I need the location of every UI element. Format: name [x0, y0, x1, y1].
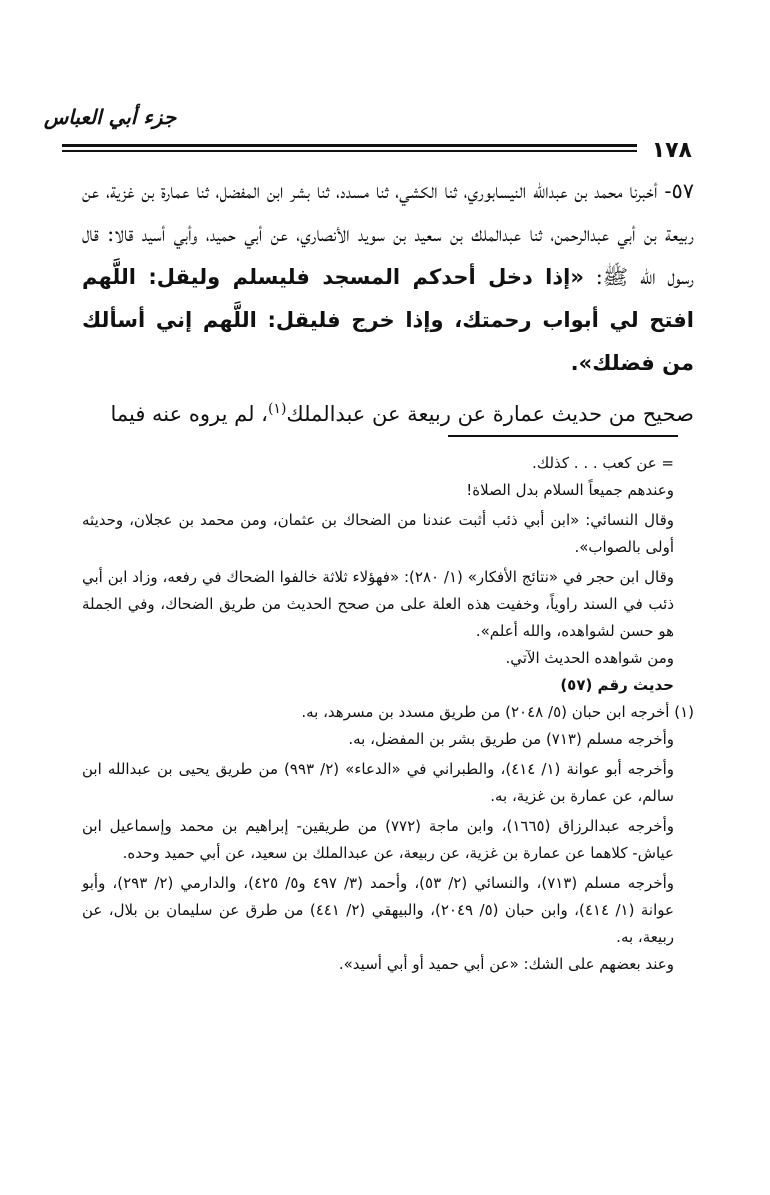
header-rule-thin — [62, 150, 637, 152]
running-title: جزء أبي العباس — [43, 105, 177, 129]
page-number: ١٧٨ — [651, 138, 692, 163]
footnote-heading: حديث رقم (٥٧) — [560, 676, 674, 694]
grading-paragraph — [82, 393, 694, 436]
footnote-line: وعند بعضهم على الشك: «عن أبي حميد أو أبي أسيد». — [338, 955, 674, 973]
footnote-continuation: = عن كعب . . . كذلك. — [532, 454, 674, 472]
footnote-marker[interactable]: (١) — [267, 401, 287, 417]
footnote-continuation: وقال النسائي: «ابن أبي ذئب أثبت عندنا من الضحاك بن عثمان، ومن محمد بن عجلان، وحديثه أولى بالصواب». — [82, 511, 674, 556]
grading-text-continued: ، لم يروه عنه فيما — [110, 402, 268, 426]
main-text — [82, 170, 694, 444]
hadith-isnad: ٥٧- أخبرنا محمد بن عبدالله النيسابوري، ثنا الكشي، ثنا مسدد، ثنا بشر ابن المفضل، ثنا عمارة بن غزية، عن ربيعة بن أبي عبدالرحمن، ثنا عبدالملك بن سعيد بن سويد الأنصاري، عن أبي حميد، وأبي أسيد قالا: قال رسول الله ﷺ: — [82, 179, 694, 289]
grading-text: صحيح من حديث عمارة عن ربيعة عن عبدالملك — [286, 402, 694, 426]
footnote-line: وأخرجه أبو عوانة (١/ ٤١٤)، والطبراني في «الدعاء» (٢/ ٩٩٣) من طريق يحيى بن عبدالله ابن سالم، عن عمارة بن غزية، به. — [82, 760, 675, 805]
footnote-1: (١) أخرجه ابن حبان (٥/ ٢٠٤٨) من طريق مسدد بن مسرهد، به. — [301, 703, 694, 721]
header-rule-thick — [62, 144, 637, 147]
footnote-continuation: وقال ابن حجر في «نتائج الأفكار» (١/ ٢٨٠): «فهؤلاء ثلاثة خالفوا الضحاك في رفعه، وزاد ابن أبي ذئب في السند راوياً، وخفيت هذه العلة على من صحح الحديث من طريق الضحاك، وفي الجملة هو حسن لشواهده، والله أعلم». — [82, 568, 674, 640]
footnote-continuation: ومن شواهده الحديث الآتي. — [505, 649, 674, 667]
footnote-line: وأخرجه مسلم (٧١٣)، والنسائي (٢/ ٥٣)، وأحمد (٣/ ٤٩٧ و٥/ ٤٢٥)، والدارمي (٢/ ٢٩٣)، وأبو عوانة (١/ ٤١٤)، وابن حبان (٥/ ٢٠٤٩)، والبيهقي (٢/ ٤٤١) من طرق عن سليمان بن بلال، عن ربيعة، به. — [82, 874, 675, 946]
footnote-line: وأخرجه عبدالرزاق (١٦٦٥)، وابن ماجة (٧٧٢) من طريقين- إبراهيم بن محمد وإسماعيل ابن عياش- كلاهما عن عمارة بن غزية، عن ربيعة، عن عبدالملك بن سعيد، عن أبي حميد وحده. — [82, 817, 674, 862]
footnote-line: وأخرجه مسلم (٧١٣) من طريق بشر بن المفضل، به. — [348, 730, 674, 748]
hadith-paragraph — [82, 170, 694, 385]
hadith-matn: «إذا دخل أحدكم المسجد فليسلم وليقل: اللَّهم افتح لي أبواب رحمتك، وإذا خرج فليقل: اللَّهم إني أسألك من فضلك». — [82, 265, 694, 375]
footnotes — [82, 450, 694, 978]
footnote-separator — [448, 435, 678, 437]
footnote-continuation: وعندهم جميعاً السلام بدل الصلاة! — [466, 481, 674, 499]
